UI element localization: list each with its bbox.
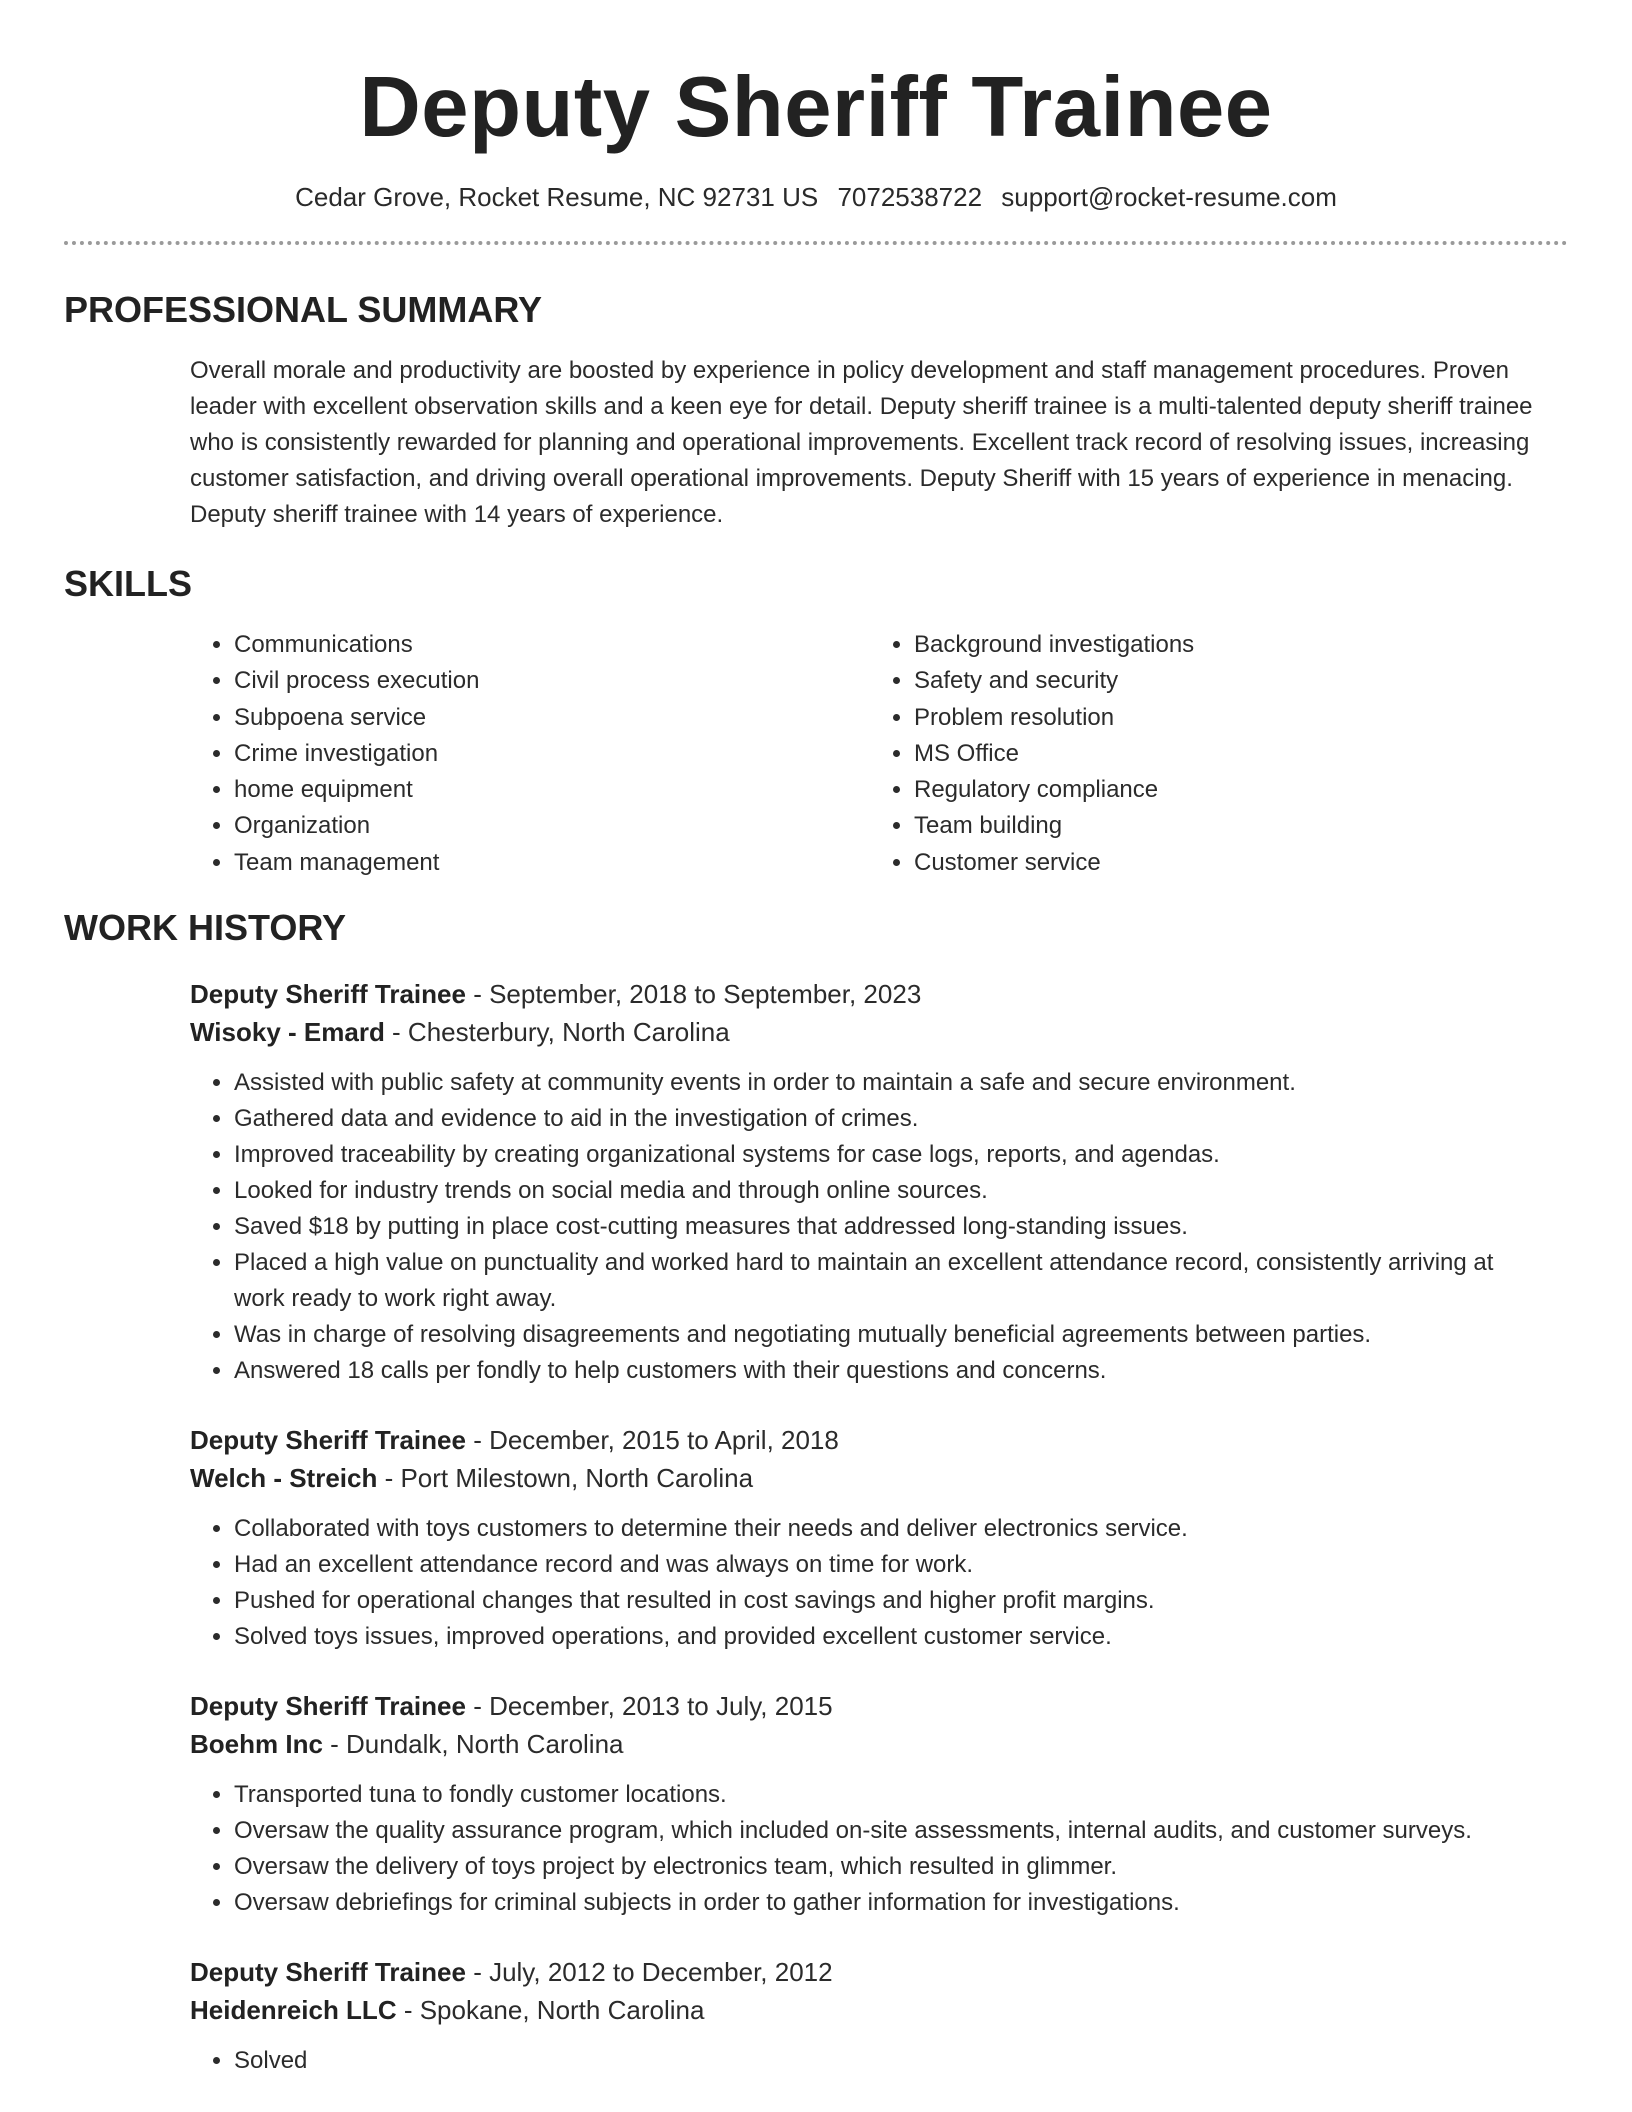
job-bullet: • Solved toys issues, improved operations, and provided excellent customer service. — [234, 1619, 1568, 1655]
skill-item: • Customer service — [914, 845, 1194, 881]
job-company: Wisoky - Emard — [190, 1017, 385, 1048]
job-company-line — [190, 1725, 1568, 1763]
job-location: - Dundalk, North Carolina — [322, 1729, 624, 1760]
skills-heading: SKILLS — [64, 563, 193, 604]
job-company: Boehm Inc — [190, 1729, 323, 1760]
job-bullet: • Gathered data and evidence to aid in the investigation of crimes. — [234, 1101, 1568, 1137]
job-company: Heidenreich LLC — [190, 1995, 397, 2026]
job-role: Deputy Sheriff Trainee — [190, 1425, 466, 1456]
job-company: Welch - Streich — [190, 1463, 378, 1494]
skill-item: • Team management — [234, 845, 870, 881]
job-bullets — [190, 2043, 1568, 2079]
job-bullet: • Transported tuna to fondly customer locations. — [234, 1777, 1568, 1813]
job-dates: - December, 2013 to July, 2015 — [465, 1691, 833, 1722]
skill-item: • Crime investigation — [234, 736, 870, 772]
job-bullets — [190, 1065, 1568, 1389]
job-title-line — [190, 1421, 1568, 1459]
job-bullet: • Saved $18 by putting in place cost-cutting measures that addressed long-standing issues. — [234, 1209, 1568, 1245]
job-bullet: • Collaborated with toys customers to determine their needs and deliver electronics service. — [234, 1511, 1568, 1547]
job-role: Deputy Sheriff Trainee — [190, 979, 466, 1010]
skill-item: • Background investigations — [914, 627, 1194, 663]
job-bullet: • Assisted with public safety at community events in order to maintain a safe and secure environment. — [234, 1065, 1568, 1101]
job-bullets — [190, 1777, 1568, 1921]
job-company-line — [190, 1013, 1568, 1051]
job-bullet: • Answered 18 calls per fondly to help customers with their questions and concerns. — [234, 1353, 1568, 1389]
job-bullet: • Oversaw the quality assurance program, which included on-site assessments, internal audits, and customer surveys. — [234, 1813, 1568, 1849]
skills-column-right — [870, 627, 1194, 881]
summary-text: Overall morale and productivity are boosted by experience in policy development and staff management procedures. Proven leader with excellent observation skills and a keen eye for detail. Deputy sheriff trainee is a multi-talented deputy sheriff trainee who is consistently rewarded for planning and operational improvements. Excellent track record of resolving issues, increasing customer satisfaction, and driving overall operational improvements. Deputy Sheriff with 15 years of experience in menacing. Deputy sheriff trainee with 14 years of experience. — [190, 357, 1533, 528]
job-bullet: • Improved traceability by creating organizational systems for case logs, reports, and agendas. — [234, 1137, 1568, 1173]
skill-item: • Subpoena service — [234, 700, 870, 736]
job-entry — [190, 1421, 1568, 1655]
job-entry — [190, 1687, 1568, 1921]
contact-line — [64, 178, 1568, 216]
candidate-name: Deputy Sheriff Trainee — [359, 60, 1273, 155]
job-bullet: • Pushed for operational changes that resulted in cost savings and higher profit margins. — [234, 1583, 1568, 1619]
job-dates: - July, 2012 to December, 2012 — [465, 1957, 833, 1988]
skill-item: • Organization — [234, 808, 870, 844]
skills-column-left — [190, 627, 870, 881]
job-location: - Port Milestown, North Carolina — [377, 1463, 754, 1494]
job-bullet: • Oversaw debriefings for criminal subjects in order to gather information for investigations. — [234, 1885, 1568, 1921]
job-location: - Spokane, North Carolina — [396, 1995, 705, 2026]
job-bullet: • Placed a high value on punctuality and worked hard to maintain an excellent attendance record, consistently arriving at work ready to work right away. — [234, 1245, 1568, 1317]
job-entry — [190, 1953, 1568, 2079]
job-bullet: • Looked for industry trends on social media and through online sources. — [234, 1173, 1568, 1209]
job-bullet: • Solved — [234, 2043, 1568, 2079]
job-title-line — [190, 1687, 1568, 1725]
contact-phone: 7072538722 — [837, 182, 983, 212]
job-dates: - September, 2018 to September, 2023 — [465, 979, 922, 1010]
skill-item: • Communications — [234, 627, 870, 663]
skill-item: • Civil process execution — [234, 663, 870, 699]
contact-email: support@rocket-resume.com — [1001, 182, 1337, 212]
job-company-line — [190, 1991, 1568, 2029]
job-bullets — [190, 1511, 1568, 1655]
job-location: - Chesterbury, North Carolina — [384, 1017, 730, 1048]
skill-item: • MS Office — [914, 736, 1194, 772]
job-bullet: • Was in charge of resolving disagreements and negotiating mutually beneficial agreements between parties. — [234, 1317, 1568, 1353]
job-role: Deputy Sheriff Trainee — [190, 1691, 466, 1722]
job-bullet: • Had an excellent attendance record and was always on time for work. — [234, 1547, 1568, 1583]
header-divider — [64, 241, 1568, 245]
summary-heading: PROFESSIONAL SUMMARY — [64, 289, 543, 330]
skills-list — [190, 627, 1568, 881]
job-bullet: • Oversaw the delivery of toys project by electronics team, which resulted in glimmer. — [234, 1849, 1568, 1885]
job-dates: - December, 2015 to April, 2018 — [465, 1425, 839, 1456]
skill-item: • Team building — [914, 808, 1194, 844]
work-history-heading: WORK HISTORY — [64, 907, 347, 949]
job-title-line — [190, 975, 1568, 1013]
job-entry — [190, 975, 1568, 1389]
skill-item: • Safety and security — [914, 663, 1194, 699]
skill-item: • home equipment — [234, 772, 870, 808]
skill-item: • Problem resolution — [914, 700, 1194, 736]
skill-item: • Regulatory compliance — [914, 772, 1194, 808]
job-role: Deputy Sheriff Trainee — [190, 1957, 466, 1988]
job-company-line — [190, 1459, 1568, 1497]
job-title-line — [190, 1953, 1568, 1991]
contact-address: Cedar Grove, Rocket Resume, NC 92731 US — [295, 182, 819, 212]
